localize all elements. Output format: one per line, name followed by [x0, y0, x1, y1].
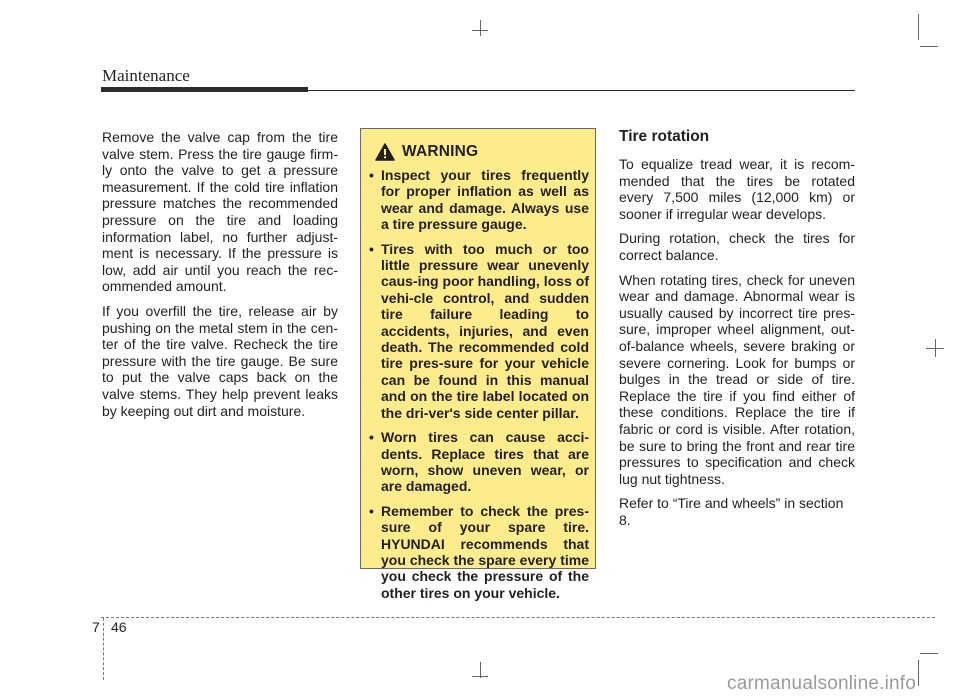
warning-item	[369, 503, 589, 601]
warning-item-text: Tires with too much or too little pressure wear unevenly caus-ing poor handling, loss of vehi-cle control, and sudden tire failure leading to accidents, injuries, and even death. The recommended cold tire pres-sure for your vehicle can be found in this manual and on the tire label located on the dri-ver's side center pillar.	[381, 240, 589, 421]
warning-triangle-icon	[375, 143, 395, 161]
page-number: 46	[111, 619, 127, 635]
warning-list	[369, 167, 589, 609]
paragraph: To equalize tread wear, it is recom-mended that the tires be rotated every 7,500 miles (12,000 km) or sooner if irregular wear develops.	[619, 156, 855, 222]
crop-mark-bottom-right-h	[920, 653, 938, 654]
paragraph: Refer to “Tire and wheels” in section 8.	[619, 495, 844, 528]
chapter-number: 7	[92, 619, 100, 635]
right-column	[619, 156, 855, 536]
bullet: •	[369, 429, 374, 446]
crop-mark-right-center-h	[926, 348, 944, 349]
watermark: carmanualsonline.info	[727, 673, 917, 694]
crop-mark-top-right	[918, 14, 919, 40]
bullet: •	[369, 167, 374, 183]
paragraph: During rotation, check the tires for correct balance.	[619, 230, 855, 263]
crop-mark-top-right-h	[920, 46, 938, 47]
crop-mark-top-center	[480, 20, 481, 36]
warning-header	[375, 143, 478, 161]
warning-item	[369, 241, 589, 421]
paragraph: When rotating tires, check for uneven wear and damage. Abnormal wear is usually caused by incorrect tire pres-sure, improper wheel alignment, out-of-balance wheels, severe braking or severe cornering. Look for bumps or bulges in the tread or side of tire. Replace the tire if you find either of these conditions. Replace the tire if fabric or cord is visible. After rotation, be sure to bring the front and rear tire pressures to specification and check lug nut tightness.	[619, 271, 855, 487]
warning-item	[369, 429, 589, 495]
tire-rotation-heading: Tire rotation	[619, 128, 710, 145]
crop-mark-top-center-h	[472, 30, 488, 31]
paragraph: If you overfill the tire, release air by pushing on the metal stem in the cen-ter of the tire valve. Recheck the tire pressure with the tire gauge. Be sure to put the valve caps back on the valve stems. They help prevent leaks by keeping out dirt and moisture.	[102, 302, 338, 419]
header-rule	[308, 90, 855, 91]
header-bar	[101, 87, 308, 92]
paragraph: Remove the valve cap from the tire valve stem. Press the tire gauge firm-ly onto the valve to get a pressure measurement. If the cold tire inflation pressure matches the recommended pressure on the tire and loading information label, no further adjust-ment is necessary. If the pressure is low, add air until you reach the rec-ommended amount.	[102, 129, 338, 295]
warning-item-text: Worn tires can cause acci-dents. Replace tires that are worn, show uneven wear, or are damaged.	[381, 429, 589, 495]
warning-item-text: Remember to check the pres-sure of your spare tire. HYUNDAI recommends that you check the spare every time you check the pressure of the other tires on your vehicle.	[381, 502, 589, 601]
bullet: •	[369, 240, 374, 257]
crop-mark-bottom-right	[918, 660, 919, 686]
warning-item-text: Inspect your tires frequently for proper inflation as well as wear and damage. Always use a tire pressure gauge.	[381, 167, 589, 233]
section-title: Maintenance	[102, 66, 190, 85]
warning-label: WARNING	[402, 143, 479, 160]
crop-mark-bottom-center-h	[472, 676, 488, 677]
page-number-separator	[103, 618, 104, 680]
bullet: •	[369, 502, 374, 519]
warning-item	[369, 167, 589, 233]
footer-rule	[101, 617, 935, 618]
warning-box	[360, 128, 596, 601]
left-column	[102, 129, 338, 427]
